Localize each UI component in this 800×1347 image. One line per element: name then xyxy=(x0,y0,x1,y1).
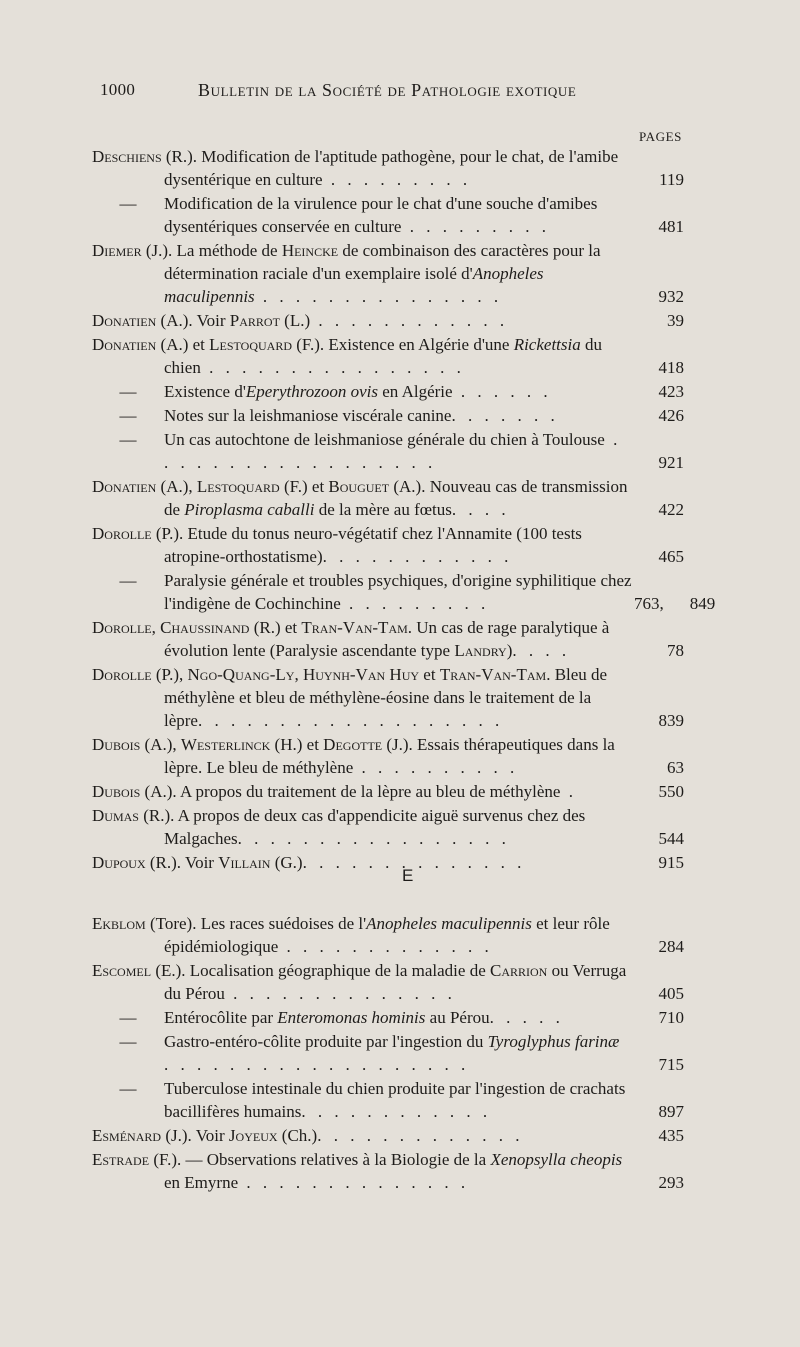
entry-page-number: 422 xyxy=(658,499,684,519)
entry-author: Parrot xyxy=(229,311,280,331)
continuation-dash: — xyxy=(119,405,137,425)
entry-text: de la mère au fœtus xyxy=(314,499,452,519)
entry-author: Donatien xyxy=(92,335,157,354)
index-entry xyxy=(92,912,684,958)
entry-text: (P.). Etude du tonus neuro-végétatif chez l'Annamite (100 tests atropine-orthostatisme) xyxy=(151,523,582,566)
entry-text: Notes sur la leishmaniose viscérale canine xyxy=(164,405,452,425)
entry-author: Westerlinck xyxy=(180,734,271,754)
entry-author: Tran-Van-Tam xyxy=(301,617,408,637)
leader-dots: . xyxy=(560,781,577,801)
leader-dots: . . . . . . . . . . . . . . xyxy=(302,852,526,872)
entry-author: Dorolle xyxy=(92,664,152,684)
entry-text: (F.). Existence en Algérie d'une xyxy=(292,335,514,354)
entry-text: (H.) et xyxy=(270,734,324,754)
pages-column-label: PAGES xyxy=(639,129,682,144)
leader-dots: . . . . . . . . . xyxy=(322,170,472,190)
section-letter: E xyxy=(402,866,414,885)
entry-page-number: 481 xyxy=(658,217,684,237)
entry-page xyxy=(634,780,684,803)
index-entry xyxy=(92,1148,684,1194)
entry-page-number: 839 xyxy=(658,711,684,730)
continuation-dash: — xyxy=(119,1031,137,1051)
leader-dots: . . . . . . . . . . . . . . . . . . . xyxy=(164,1055,470,1074)
entry-author: Donatien xyxy=(92,476,157,496)
entry-text: au Pérou xyxy=(425,1008,490,1027)
entry-page xyxy=(634,709,684,732)
leader-dots: . . . . . . . . . . . . xyxy=(301,1102,492,1121)
entry-text: , xyxy=(151,617,161,637)
index-entries-d xyxy=(92,145,716,874)
entry-page xyxy=(634,545,684,568)
leader-dots: . . . . xyxy=(512,640,571,660)
index-entry xyxy=(92,333,684,379)
entry-text: et xyxy=(419,664,440,684)
leader-dots: . . . . . . . . . xyxy=(401,217,550,237)
entry-page xyxy=(634,827,684,850)
entry-page xyxy=(634,285,684,308)
index-entries-e xyxy=(92,912,684,1195)
entry-text: et leur rôle épidémiologique xyxy=(164,914,610,957)
entry-page-number: 63 xyxy=(667,758,684,777)
entry-text: ) xyxy=(506,640,513,660)
leader-dots: . . . . . . . . . . . . xyxy=(310,311,509,331)
index-entry xyxy=(92,959,684,1005)
entry-text: . Bleu de méthylène et bleu de méthylène-éosine dans le traitement de la lèpre xyxy=(164,664,608,730)
leader-dots: . . . . xyxy=(451,499,510,519)
index-entry xyxy=(92,1124,684,1147)
leader-dots: . . . . . . . . . . . . . xyxy=(317,1125,524,1145)
entry-text: (A.), xyxy=(156,476,197,496)
entry-text: ou Verruga du Pérou xyxy=(164,961,627,1004)
entry-page xyxy=(634,451,684,474)
entry-author: Dorolle xyxy=(92,523,152,543)
entry-text: (A.). Nouveau cas de transmission de xyxy=(164,476,628,519)
leader-dots: . . . . . . . . . . . . . . xyxy=(238,1172,470,1192)
leader-dots: . . . . . . . xyxy=(451,405,559,425)
index-entry xyxy=(92,239,684,309)
entry-page-number: 293 xyxy=(658,1172,684,1192)
entry-author: Escomel xyxy=(92,961,152,980)
index-entry xyxy=(92,1077,684,1123)
entry-text: (L.) xyxy=(279,311,311,331)
entry-page-alt: 763, xyxy=(634,593,664,613)
entry-text: (J.). La méthode de xyxy=(141,241,282,260)
entry-author: Bouguet xyxy=(328,476,390,496)
entry-page-number: 849 xyxy=(689,593,716,613)
species-name: Tyroglyphus farinæ xyxy=(487,1031,620,1051)
entry-author: Diemer xyxy=(92,241,142,260)
page-number: 1000 xyxy=(100,80,136,99)
species-name: Piroplasma caballi xyxy=(184,499,315,519)
entry-text: (A.). Voir xyxy=(156,311,230,331)
entry-page xyxy=(634,498,684,521)
entry-page-number: 119 xyxy=(659,170,684,190)
entry-page-number: 405 xyxy=(658,984,684,1004)
entry-author: Degotte xyxy=(323,734,383,754)
leader-dots: . . . . . . . . . . . . . . . . . xyxy=(237,828,510,848)
species-name: Rickettsia xyxy=(513,335,581,354)
entry-text: (R.). Modification de l'aptitude pathogène, pour le chat, de l'amibe dysentérique en culture xyxy=(161,147,619,190)
entry-page-number: 550 xyxy=(658,781,684,801)
entry-text: Gastro-entéro-côlite produite par l'ingestion du xyxy=(164,1031,488,1051)
entry-page-number: 284 xyxy=(658,937,684,957)
entry-text: . Un cas de rage paralytique à évolution lente (Paralysie ascendante type xyxy=(164,617,610,660)
species-name: Eperythrozoon ovis xyxy=(245,382,378,401)
entry-text: (F.). — Observations relatives à la Biologie de la xyxy=(149,1149,491,1169)
entry-page-number: 435 xyxy=(658,1125,684,1145)
index-entry xyxy=(92,851,684,874)
entry-author: Dubois xyxy=(92,781,141,801)
index-entry xyxy=(92,428,684,474)
entry-text: (F.) et xyxy=(279,476,329,496)
entry-page-number: 897 xyxy=(658,1102,684,1121)
leader-dots: . . . . . . . . . . . . . xyxy=(278,937,493,957)
entry-text: (R.). A propos de deux cas d'appendicite aiguë survenus chez des Malgaches xyxy=(138,805,586,848)
entry-text: (R.) et xyxy=(249,617,302,637)
entry-text: (Ch.) xyxy=(277,1125,318,1145)
entry-page-number: 423 xyxy=(658,382,684,401)
leader-dots: . . . . . . . . . . . . . . . xyxy=(254,287,503,307)
entry-text: (A.). A propos du traitement de la lèpre au bleu de méthylène xyxy=(140,781,561,801)
entry-page-number: 915 xyxy=(658,852,684,872)
entry-page-number: 710 xyxy=(658,1008,684,1027)
index-entry xyxy=(92,522,684,568)
entry-text: Paralysie générale et troubles psychiques, d'origine syphilitique chez l'indigène de Cochinchine xyxy=(164,570,632,613)
entry-author: Estrade xyxy=(92,1149,150,1169)
continuation-dash: — xyxy=(119,1078,137,1098)
index-entry xyxy=(92,780,684,803)
entry-page xyxy=(634,356,684,379)
index-entry xyxy=(92,145,684,191)
continuation-dash: — xyxy=(119,194,137,213)
entry-text: (G.) xyxy=(270,852,303,872)
entry-author: Donatien xyxy=(92,311,157,331)
leader-dots: . . . . . . xyxy=(452,382,552,401)
leader-dots: . . . . . . . . . . . . . . . . . . . xyxy=(197,711,504,730)
entry-page xyxy=(634,1124,684,1147)
leader-dots: . . . . . xyxy=(489,1008,564,1027)
entry-page-number: 39 xyxy=(667,311,684,331)
index-entry xyxy=(92,309,684,332)
entry-page xyxy=(634,309,684,332)
entry-page-number: 465 xyxy=(658,546,684,566)
entry-author: Lestoquard xyxy=(209,335,292,354)
index-entry xyxy=(92,380,684,403)
entry-text: Existence d' xyxy=(164,382,246,401)
leader-dots: . . . . . . . . . . xyxy=(353,758,519,777)
entry-page xyxy=(634,168,684,191)
entry-text: (Tore). Les races suédoises de l' xyxy=(145,914,367,933)
entry-page-number: 78 xyxy=(667,640,684,660)
entry-page xyxy=(634,404,684,427)
continuation-dash: — xyxy=(119,382,137,401)
index-entry xyxy=(92,616,684,662)
leader-dots: . . . . . . . . . xyxy=(340,593,490,613)
index-entry xyxy=(92,404,684,427)
continuation-dash: — xyxy=(119,1008,137,1027)
entry-text: (J.). Essais thérapeutiques dans la lèpre. Le bleu de méthylène xyxy=(164,734,615,777)
entry-text: de combinaison des caractères pour la détermination raciale d'un exemplaire isolé d' xyxy=(164,241,601,284)
entry-page-number: 932 xyxy=(658,287,684,307)
leader-dots: . . . . . . . . . . . . xyxy=(322,546,513,566)
entry-author: Huynh-Van Huy xyxy=(302,664,420,684)
entry-author: Chaussinand xyxy=(160,617,250,637)
entry-page-number: 418 xyxy=(658,358,684,378)
entry-author: Ngo-Quang-Ly xyxy=(187,664,295,684)
entry-text: du chien xyxy=(164,335,602,378)
leader-dots: . . . . . . . . . . . . . . xyxy=(224,984,456,1004)
index-entry xyxy=(92,663,684,733)
species-name: Xenopsylla cheopis xyxy=(490,1149,623,1169)
index-entry xyxy=(92,569,716,615)
entry-author: Carrion xyxy=(489,961,548,980)
continuation-dash: — xyxy=(119,570,137,590)
entry-page-number: 715 xyxy=(658,1055,684,1074)
entry-author: Esménard xyxy=(92,1125,162,1145)
entry-page xyxy=(634,639,684,662)
entry-text: (J.). Voir xyxy=(161,1125,229,1145)
entry-text: Modification de la virulence pour le chat d'une souche d'amibes dysentériques conservée en culture xyxy=(164,194,598,237)
index-entry xyxy=(92,475,684,521)
entry-author: Dumas xyxy=(92,805,139,825)
entry-page xyxy=(634,982,684,1005)
entry-text: Un cas autochtone de leishmaniose générale du chien à Toulouse xyxy=(164,429,605,449)
entry-text: (E.). Localisation géographique de la maladie de xyxy=(151,961,490,980)
leader-dots: . . . . . . . . . . . . . . . . xyxy=(200,358,465,378)
entry-page xyxy=(634,851,684,874)
entry-author: Dubois xyxy=(92,734,141,754)
entry-page-number: 544 xyxy=(658,828,684,848)
entry-text: en Algérie xyxy=(377,382,453,401)
species-name: Anopheles maculipennis xyxy=(366,914,532,933)
entry-author: Landry xyxy=(454,640,507,660)
species-name: Anopheles maculipennis xyxy=(164,264,544,307)
entry-text: (A.) et xyxy=(156,335,210,354)
entry-author: Joyeux xyxy=(228,1125,278,1145)
entry-author: Villain xyxy=(218,852,271,872)
entry-page xyxy=(634,756,684,779)
entry-page-number: 921 xyxy=(658,452,684,472)
entry-author: Tran-Van-Tam xyxy=(439,664,547,684)
entry-page xyxy=(634,1171,684,1194)
index-entry xyxy=(92,1030,684,1076)
entry-author: Dorolle xyxy=(92,617,152,637)
leader-dots: . . . . . . . . . . . . . . . . . . xyxy=(164,429,622,472)
entry-text: Tuberculose intestinale du chien produite par l'ingestion de crachats bacillifères humains xyxy=(164,1078,626,1121)
entry-page-number: 426 xyxy=(658,405,684,425)
entry-text: Entérocôlite par xyxy=(164,1008,278,1027)
journal-title: Bulletin de la Société de Pathologie exotique xyxy=(198,80,577,100)
entry-author: Heincke xyxy=(281,241,339,260)
entry-author: Dupoux xyxy=(92,852,146,872)
entry-page xyxy=(634,1053,684,1076)
entry-page xyxy=(634,935,684,958)
entry-text: en Emyrne xyxy=(164,1172,239,1192)
index-entry xyxy=(92,1006,684,1029)
index-entry xyxy=(92,192,684,238)
entry-author: Lestoquard xyxy=(196,476,280,496)
continuation-dash: — xyxy=(119,429,137,449)
entry-page xyxy=(634,380,684,403)
index-entry xyxy=(92,804,684,850)
entry-text: , xyxy=(294,664,303,684)
entry-text: (P.), xyxy=(151,664,188,684)
entry-author: Ekblom xyxy=(92,914,146,933)
species-name: Enteromonas hominis xyxy=(277,1008,426,1027)
entry-author: Deschiens xyxy=(92,147,162,166)
entry-page xyxy=(634,1006,684,1029)
entry-page xyxy=(634,592,716,615)
entry-text: (A.), xyxy=(140,734,181,754)
entry-page xyxy=(634,215,684,238)
entry-text: (R.). Voir xyxy=(145,852,219,872)
entry-page xyxy=(634,1100,684,1123)
index-entry xyxy=(92,733,684,779)
